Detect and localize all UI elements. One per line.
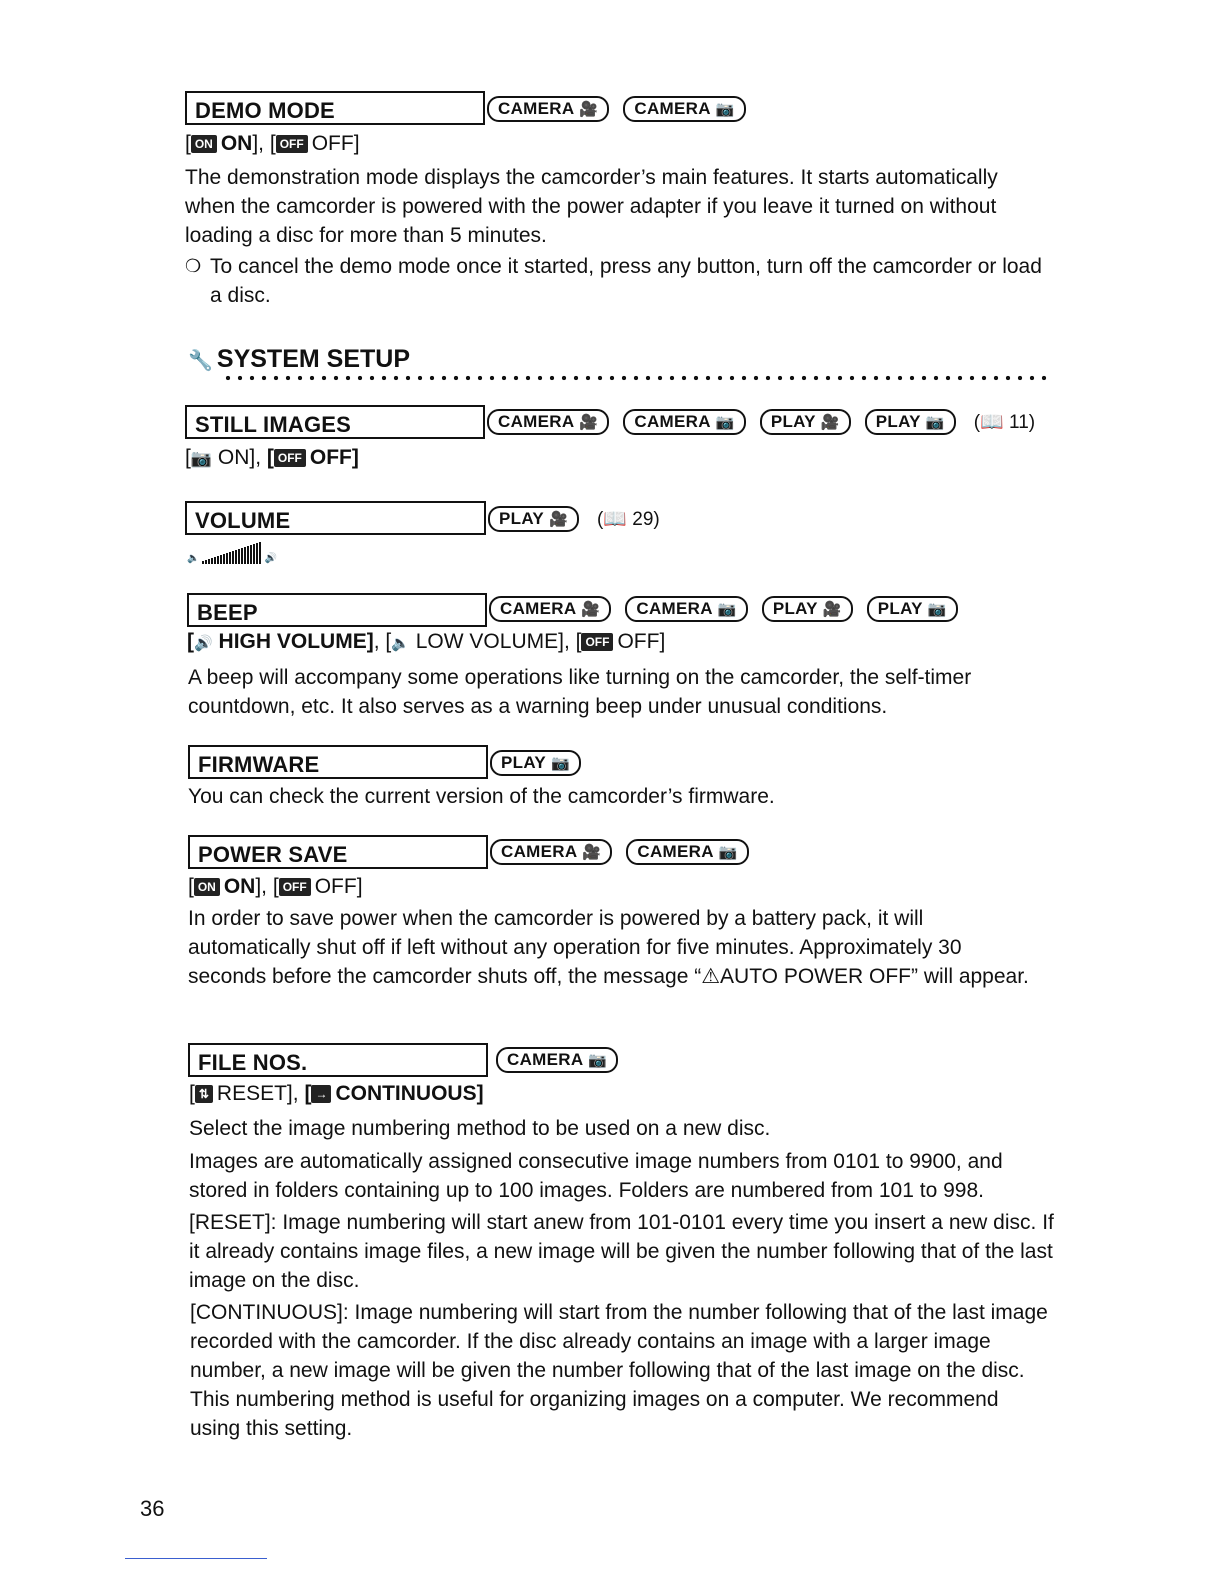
power-save-options: [ ON ON], [ OFF OFF] — [188, 875, 363, 898]
play-movie-chip: PLAY 🎥 — [488, 506, 579, 532]
off-badge-icon: OFF — [279, 878, 311, 896]
page-number: 36 — [140, 1496, 165, 1521]
movie-icon: 🎥 — [822, 601, 842, 618]
still-camera-icon: 📷 — [550, 755, 570, 772]
still-images-options: [📷 ON], [ OFF OFF] — [185, 446, 359, 469]
still-images-title: STILL IMAGES — [195, 412, 352, 437]
file-nos-mode-chips — [496, 1045, 618, 1075]
movie-icon: 🎥 — [582, 844, 602, 861]
camera-still-chip: CAMERA 📷 — [496, 1047, 618, 1073]
volume-heading — [185, 501, 486, 535]
page-reference: (📖 29) — [596, 509, 660, 530]
camera-still-chip: CAMERA 📷 — [623, 409, 745, 435]
beep-description: A beep will accompany some operations like turning on the camcorder, the self-timer countdown, etc. It also serves as a warning beep under unusual conditions. — [188, 666, 972, 718]
still-camera-icon: 📷 — [927, 601, 947, 618]
footer-rule — [125, 1558, 267, 1559]
dotted-divider — [222, 375, 1050, 381]
page-reference: (📖 11) — [973, 412, 1036, 433]
power-save-heading — [188, 835, 488, 869]
demo-mode-cancel-note: To cancel the demo mode once it started, press any button, turn off the camcorder or load a disc. — [210, 255, 1042, 307]
play-still-chip: PLAY 📷 — [867, 596, 958, 622]
book-icon: 📖 — [980, 412, 1004, 433]
play-still-chip: PLAY 📷 — [490, 750, 581, 776]
still-camera-icon: 📷 — [715, 101, 735, 118]
file-nos-intro: Select the image numbering method to be used on a new disc. — [189, 1117, 771, 1140]
demo-mode-bullet-icon: ❍ — [185, 256, 202, 276]
play-still-chip: PLAY 📷 — [865, 409, 956, 435]
movie-icon: 🎥 — [548, 511, 568, 528]
continuous-numbering-icon: → — [311, 1085, 331, 1103]
beep-heading — [187, 593, 487, 627]
file-nos-title: FILE NOS. — [198, 1050, 308, 1075]
camera-movie-chip: CAMERA 🎥 — [489, 596, 611, 622]
file-nos-continuous-info: [CONTINUOUS]: Image numbering will start from the number following that of the last image recorded with the camcorder. If the disc already contains an image with a larger image number, a new image will be given the number following that of the last image on the disc. This numbering method is useful for organizing images on a computer. We recommend using this setting. — [190, 1301, 1048, 1440]
power-save-title: POWER SAVE — [198, 842, 348, 867]
on-badge-icon: ON — [191, 135, 217, 153]
volume-level-indicator — [187, 542, 277, 564]
off-badge-icon: OFF — [274, 449, 306, 467]
file-nos-heading — [188, 1043, 488, 1077]
firmware-title: FIRMWARE — [198, 752, 320, 777]
system-setup-title: SYSTEM SETUP — [216, 345, 410, 373]
movie-icon: 🎥 — [579, 101, 599, 118]
still-images-heading — [185, 405, 485, 439]
still-camera-icon: 📷 — [717, 601, 737, 618]
camera-still-chip: CAMERA 📷 — [626, 839, 748, 865]
off-badge-icon: OFF — [581, 633, 613, 651]
still-camera-icon: 📷 — [715, 414, 735, 431]
camera-movie-chip: CAMERA 🎥 — [487, 96, 609, 122]
power-save-mode-chips — [490, 837, 749, 867]
speaker-high-icon: 🔊 — [194, 635, 213, 652]
beep-options: [🔊 HIGH VOLUME], [🔈 LOW VOLUME], [ OFF OFF] — [187, 630, 666, 653]
demo-mode-heading — [185, 91, 485, 125]
movie-icon: 🎥 — [579, 414, 599, 431]
play-movie-chip: PLAY 🎥 — [762, 596, 853, 622]
file-nos-reset-info: [RESET]: Image numbering will start anew from 101-0101 every time you insert a new disc. If it already contains image files, a new image will be given the number following that of the last image on the disc. — [189, 1211, 1054, 1292]
book-icon: 📖 — [603, 509, 627, 530]
camera-movie-chip: CAMERA 🎥 — [490, 839, 612, 865]
still-camera-icon: 📷 — [588, 1052, 608, 1069]
demo-mode-mode-chips — [487, 94, 746, 124]
still-camera-icon: 📷 — [190, 449, 213, 468]
camera-movie-chip: CAMERA 🎥 — [487, 409, 609, 435]
still-camera-icon: 📷 — [718, 844, 738, 861]
wrench-icon: 🔧 — [188, 350, 213, 372]
demo-mode-title: DEMO MODE — [195, 98, 335, 123]
play-movie-chip: PLAY 🎥 — [760, 409, 851, 435]
still-camera-icon: 📷 — [925, 414, 945, 431]
volume-title: VOLUME — [195, 508, 291, 533]
beep-title: BEEP — [197, 600, 258, 625]
demo-mode-options: [ ON ON], [ OFF OFF] — [185, 132, 360, 155]
power-save-description: In order to save power when the camcorder is powered by a battery pack, it will automatically shut off if left without any operation for five minutes. Approximately 30 seconds before the camcorder shuts off, the message “⚠AUTO POWER OFF” will appear. — [188, 907, 1029, 988]
demo-mode-description: The demonstration mode displays the camcorder’s main features. It starts automatically when the camcorder is powered with the power adapter if you leave it turned on without loading a disc for more than 5 minutes. — [185, 166, 998, 247]
warning-icon: ⚠ — [701, 965, 721, 988]
reset-numbering-icon: ⇅ — [195, 1085, 213, 1103]
firmware-heading — [188, 745, 488, 779]
file-nos-numbering-info: Images are automatically assigned consecutive image numbers from 0101 to 9900, and stored in folders containing up to 100 images. Folders are numbered from 101 to 998. — [189, 1150, 1003, 1202]
volume-mode-chips — [488, 504, 660, 534]
on-badge-icon: ON — [194, 878, 220, 896]
system-setup-heading — [188, 345, 410, 374]
movie-icon: 🎥 — [581, 601, 601, 618]
beep-mode-chips — [489, 594, 958, 624]
movie-icon: 🎥 — [820, 414, 840, 431]
speaker-low-icon: 🔈 — [391, 635, 410, 652]
camera-still-chip: CAMERA 📷 — [625, 596, 747, 622]
firmware-mode-chips — [490, 748, 581, 778]
file-nos-options: [ ⇅ RESET], [ → CONTINUOUS] — [189, 1082, 484, 1105]
camera-still-chip: CAMERA 📷 — [623, 96, 745, 122]
speaker-high-icon: 🔊 — [264, 553, 277, 564]
firmware-description: You can check the current version of the camcorder’s firmware. — [188, 785, 775, 808]
speaker-low-icon: 🔈 — [187, 553, 200, 564]
off-badge-icon: OFF — [276, 135, 308, 153]
still-images-mode-chips — [487, 407, 1035, 437]
